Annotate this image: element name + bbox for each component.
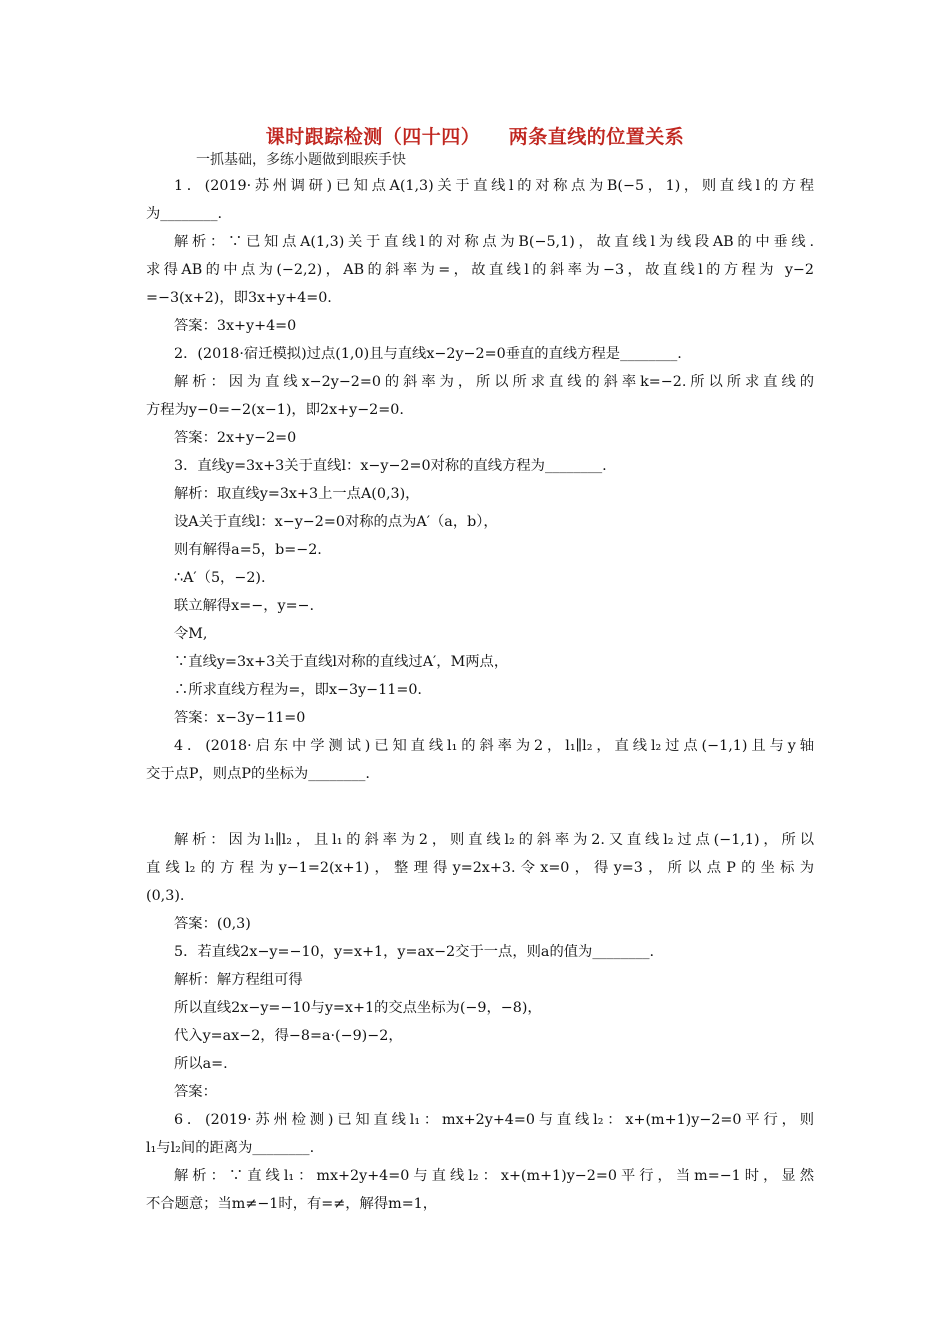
text-line: 解析：因为l₁∥l₂，且l₁的斜率为2，则直线l₂的斜率为2.又直线l₂过点(−1,1)，所以 — [174, 832, 814, 848]
text-line: 5．若直线2x−y=−10，y=x+1，y=ax−2交于一点，则a的值为________. — [174, 944, 655, 960]
text-line: 1．(2019·苏州调研)已知点A(1,3)关于直线l的对称点为B(−5，1)，则直线l的方程 — [174, 178, 814, 194]
text-line: 交于点P，则点P的坐标为________. — [146, 766, 370, 782]
text-line: 解析：∵已知点A(1,3)关于直线l的对称点为B(−5,1)，故直线l为线段AB的中垂线. — [174, 234, 814, 250]
text-line: 答案： — [174, 1084, 217, 1100]
text-line: (0,3). — [146, 888, 185, 904]
document-body — [146, 172, 814, 1218]
text-line: 答案：x−3y−11=0 — [174, 710, 306, 726]
text-line: ∴所求直线方程为=，即x−3y−11=0. — [174, 682, 422, 698]
section-subtitle: 一抓基础，多练小题做到眼疾手快 — [196, 152, 406, 168]
text-line: 6．(2019·苏州检测)已知直线l₁：mx+2y+4=0与直线l₂：x+(m+1)y−2=0平行，则 — [174, 1112, 814, 1128]
text-line: 联立解得x=−，y=−. — [174, 598, 315, 614]
text-line: 答案：3x+y+4=0 — [174, 318, 297, 334]
text-line: 直线l₂的方程为y−1=2(x+1)，整理得y=2x+3.令x=0，得y=3，所以点P的坐标为 — [146, 860, 814, 876]
text-line: 解析：取直线y=3x+3上一点A(0,3)， — [174, 486, 420, 502]
text-line: l₁与l₂间的距离为________. — [146, 1140, 315, 1156]
text-line: 解析：解方程组可得 — [174, 972, 303, 988]
text-line: 所以直线2x−y=−10与y=x+1的交点坐标为(−9，−8)， — [174, 1000, 542, 1016]
text-line: 解析：∵直线l₁：mx+2y+4=0与直线l₂：x+(m+1)y−2=0平行，当m=−1时，显然 — [174, 1168, 814, 1184]
text-line: 答案：(0,3) — [174, 916, 251, 932]
text-line: 4．(2018·启东中学测试)已知直线l₁的斜率为2，l₁∥l₂，直线l₂过点(−1,1)且与y轴 — [174, 738, 814, 754]
text-line: 方程为y−0=−2(x−1)，即2x+y−2=0. — [146, 402, 404, 418]
text-line: 令M, — [174, 626, 208, 642]
text-line: 则有解得a=5，b=−2. — [174, 542, 322, 558]
text-line: 解析：因为直线x−2y−2=0的斜率为，所以所求直线的斜率k=−2.所以所求直线的 — [174, 374, 814, 390]
text-line: 答案：2x+y−2=0 — [174, 430, 297, 446]
text-line: 代入y=ax−2，得−8=a·(−9)−2， — [174, 1028, 403, 1044]
page-title: 课时跟踪检测（四十四） 两条直线的位置关系 — [265, 126, 685, 148]
text-line: 求得AB的中点为(−2,2)，AB的斜率为=，故直线l的斜率为−3，故直线l的方程为 y−2 — [146, 262, 814, 278]
text-line: 为________. — [146, 206, 223, 222]
text-line: 2．(2018·宿迁模拟)过点(1,0)且与直线x−2y−2=0垂直的直线方程是________. — [174, 346, 682, 362]
blank-space — [146, 788, 814, 826]
text-line: 不合题意；当m≠−1时，有=≠，解得m=1， — [146, 1196, 438, 1212]
text-line: 所以a=. — [174, 1056, 228, 1072]
text-line: ∴A′（5，−2). — [174, 570, 266, 586]
text-line: =−3(x+2)，即3x+y+4=0. — [146, 290, 332, 306]
text-line: ∵直线y=3x+3关于直线l对称的直线过A′，M两点， — [174, 654, 509, 670]
text-line: 设A关于直线l：x−y−2=0对称的点为A′（a，b）， — [174, 514, 498, 530]
text-line: 3．直线y=3x+3关于直线l：x−y−2=0对称的直线方程为________. — [174, 458, 607, 474]
